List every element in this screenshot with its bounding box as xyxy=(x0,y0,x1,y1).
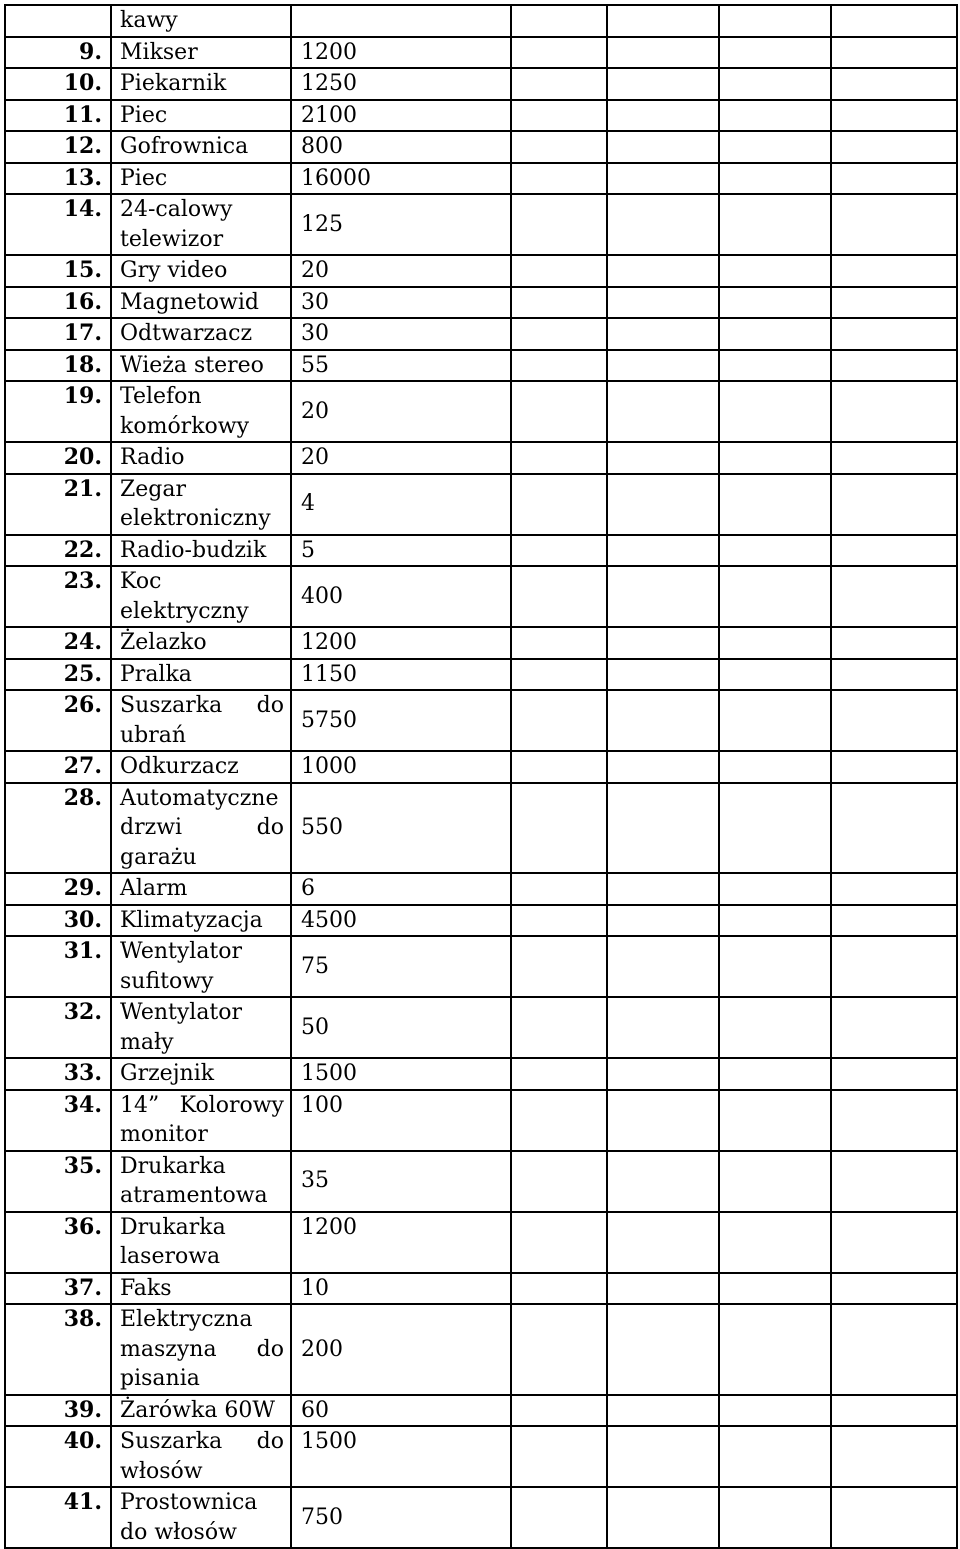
appliance-name: Odtwarzacz xyxy=(111,318,291,350)
empty-cell xyxy=(607,905,719,937)
empty-cell xyxy=(511,1426,607,1487)
power-value: 4 xyxy=(291,474,511,535)
empty-cell xyxy=(719,350,831,382)
empty-cell xyxy=(719,997,831,1058)
empty-cell xyxy=(607,255,719,287)
empty-cell xyxy=(511,100,607,132)
empty-cell xyxy=(719,1212,831,1273)
appliance-name: Piec xyxy=(111,100,291,132)
empty-cell xyxy=(511,350,607,382)
row-number: 35. xyxy=(5,1151,111,1212)
table-row xyxy=(5,627,957,659)
empty-cell xyxy=(831,1212,957,1273)
empty-cell xyxy=(719,659,831,691)
power-value: 60 xyxy=(291,1395,511,1427)
table-row xyxy=(5,905,957,937)
empty-cell xyxy=(607,1304,719,1395)
empty-cell xyxy=(511,690,607,751)
row-number: 14. xyxy=(5,194,111,255)
row-number: 27. xyxy=(5,751,111,783)
appliance-name: Piec xyxy=(111,163,291,195)
table-row xyxy=(5,1395,957,1427)
empty-cell xyxy=(511,659,607,691)
power-value: 2100 xyxy=(291,100,511,132)
appliance-name: Gofrownica xyxy=(111,131,291,163)
empty-cell xyxy=(511,936,607,997)
power-value: 5750 xyxy=(291,690,511,751)
appliance-name: Wieża stereo xyxy=(111,350,291,382)
empty-cell xyxy=(831,5,957,37)
table-row xyxy=(5,255,957,287)
table-row xyxy=(5,194,957,255)
appliance-name: 14” Kolorowy monitor xyxy=(111,1090,291,1151)
empty-cell xyxy=(719,783,831,874)
empty-cell xyxy=(831,627,957,659)
row-number: 13. xyxy=(5,163,111,195)
row-number: 31. xyxy=(5,936,111,997)
table-row xyxy=(5,873,957,905)
empty-cell xyxy=(607,442,719,474)
appliance-name: Suszarka do włosów xyxy=(111,1426,291,1487)
table-row xyxy=(5,474,957,535)
row-number: 15. xyxy=(5,255,111,287)
empty-cell xyxy=(831,131,957,163)
appliance-name: Magnetowid xyxy=(111,287,291,319)
empty-cell xyxy=(511,905,607,937)
row-number: 18. xyxy=(5,350,111,382)
power-value: 6 xyxy=(291,873,511,905)
empty-cell xyxy=(719,474,831,535)
empty-cell xyxy=(831,659,957,691)
row-number: 25. xyxy=(5,659,111,691)
empty-cell xyxy=(511,318,607,350)
empty-cell xyxy=(511,873,607,905)
table-row xyxy=(5,1426,957,1487)
table-row xyxy=(5,997,957,1058)
row-number: 29. xyxy=(5,873,111,905)
appliance-name: Drukarka laserowa xyxy=(111,1212,291,1273)
empty-cell xyxy=(607,659,719,691)
appliance-name: Wentylator mały xyxy=(111,997,291,1058)
appliance-name: Alarm xyxy=(111,873,291,905)
table-row xyxy=(5,1487,957,1548)
empty-cell xyxy=(607,1426,719,1487)
empty-cell xyxy=(511,783,607,874)
empty-cell xyxy=(607,751,719,783)
empty-cell xyxy=(719,194,831,255)
empty-cell xyxy=(607,5,719,37)
empty-cell xyxy=(831,905,957,937)
appliance-name: Gry video xyxy=(111,255,291,287)
row-number: 10. xyxy=(5,68,111,100)
empty-cell xyxy=(719,381,831,442)
empty-cell xyxy=(719,1273,831,1305)
empty-cell xyxy=(719,100,831,132)
power-value: 750 xyxy=(291,1487,511,1548)
empty-cell xyxy=(607,287,719,319)
table-row xyxy=(5,131,957,163)
row-number: 20. xyxy=(5,442,111,474)
empty-cell xyxy=(831,1487,957,1548)
empty-cell xyxy=(831,37,957,69)
empty-cell xyxy=(831,442,957,474)
power-value: 550 xyxy=(291,783,511,874)
empty-cell xyxy=(607,194,719,255)
empty-cell xyxy=(831,873,957,905)
empty-cell xyxy=(719,905,831,937)
empty-cell xyxy=(719,1304,831,1395)
empty-cell xyxy=(511,1151,607,1212)
power-value: 1200 xyxy=(291,1212,511,1273)
empty-cell xyxy=(511,474,607,535)
empty-cell xyxy=(831,100,957,132)
empty-cell xyxy=(607,1273,719,1305)
empty-cell xyxy=(511,535,607,567)
row-number: 26. xyxy=(5,690,111,751)
empty-cell xyxy=(719,1487,831,1548)
empty-cell xyxy=(511,194,607,255)
appliance-name: Faks xyxy=(111,1273,291,1305)
empty-cell xyxy=(831,1426,957,1487)
empty-cell xyxy=(719,255,831,287)
empty-cell xyxy=(831,1273,957,1305)
power-value: 400 xyxy=(291,566,511,627)
empty-cell xyxy=(607,535,719,567)
empty-cell xyxy=(607,627,719,659)
power-value: 1500 xyxy=(291,1426,511,1487)
empty-cell xyxy=(511,5,607,37)
empty-cell xyxy=(831,1304,957,1395)
empty-cell xyxy=(719,1090,831,1151)
empty-cell xyxy=(719,318,831,350)
appliance-name: Radio xyxy=(111,442,291,474)
power-value: 1200 xyxy=(291,627,511,659)
row-number: 9. xyxy=(5,37,111,69)
empty-cell xyxy=(719,751,831,783)
row-number: 30. xyxy=(5,905,111,937)
table-row xyxy=(5,350,957,382)
table-row xyxy=(5,751,957,783)
empty-cell xyxy=(719,690,831,751)
empty-cell xyxy=(831,1090,957,1151)
table-row xyxy=(5,1273,957,1305)
row-number: 36. xyxy=(5,1212,111,1273)
empty-cell xyxy=(511,1487,607,1548)
empty-cell xyxy=(607,997,719,1058)
power-value: 10 xyxy=(291,1273,511,1305)
empty-cell xyxy=(511,1273,607,1305)
empty-cell xyxy=(831,194,957,255)
appliance-name: Piekarnik xyxy=(111,68,291,100)
table-row xyxy=(5,659,957,691)
power-value: 55 xyxy=(291,350,511,382)
power-value: 16000 xyxy=(291,163,511,195)
table-row xyxy=(5,936,957,997)
empty-cell xyxy=(831,535,957,567)
empty-cell xyxy=(607,131,719,163)
empty-cell xyxy=(607,1212,719,1273)
empty-cell xyxy=(607,873,719,905)
power-value: 30 xyxy=(291,287,511,319)
appliance-name: Klimatyzacja xyxy=(111,905,291,937)
empty-cell xyxy=(831,751,957,783)
empty-cell xyxy=(831,783,957,874)
table-body xyxy=(5,5,957,1548)
table-row xyxy=(5,535,957,567)
row-number: 41. xyxy=(5,1487,111,1548)
appliance-name: Żelazko xyxy=(111,627,291,659)
appliance-name: Drukarka atramentowa xyxy=(111,1151,291,1212)
empty-cell xyxy=(607,68,719,100)
power-value: 50 xyxy=(291,997,511,1058)
table-row xyxy=(5,5,957,37)
empty-cell xyxy=(511,751,607,783)
table-row xyxy=(5,37,957,69)
table-row xyxy=(5,1151,957,1212)
empty-cell xyxy=(607,381,719,442)
empty-cell xyxy=(511,255,607,287)
empty-cell xyxy=(511,1304,607,1395)
table-row xyxy=(5,566,957,627)
power-value: 35 xyxy=(291,1151,511,1212)
empty-cell xyxy=(607,1395,719,1427)
row-number: 34. xyxy=(5,1090,111,1151)
appliance-name: Elektryczna maszyna do pisania xyxy=(111,1304,291,1395)
appliance-name: Żarówka 60W xyxy=(111,1395,291,1427)
row-number xyxy=(5,5,111,37)
row-number: 33. xyxy=(5,1058,111,1090)
empty-cell xyxy=(719,627,831,659)
appliance-name: Prostownica do włosów xyxy=(111,1487,291,1548)
empty-cell xyxy=(719,1426,831,1487)
empty-cell xyxy=(607,318,719,350)
row-number: 39. xyxy=(5,1395,111,1427)
empty-cell xyxy=(511,1212,607,1273)
row-number: 11. xyxy=(5,100,111,132)
empty-cell xyxy=(511,1090,607,1151)
empty-cell xyxy=(719,873,831,905)
appliance-name: Odkurzacz xyxy=(111,751,291,783)
empty-cell xyxy=(719,1395,831,1427)
power-value: 75 xyxy=(291,936,511,997)
empty-cell xyxy=(511,627,607,659)
table-row xyxy=(5,442,957,474)
empty-cell xyxy=(831,936,957,997)
empty-cell xyxy=(831,474,957,535)
empty-cell xyxy=(719,535,831,567)
empty-cell xyxy=(607,100,719,132)
empty-cell xyxy=(511,997,607,1058)
appliance-power-table xyxy=(4,4,958,1549)
table-row xyxy=(5,690,957,751)
row-number: 22. xyxy=(5,535,111,567)
appliance-name: Grzejnik xyxy=(111,1058,291,1090)
empty-cell xyxy=(831,997,957,1058)
empty-cell xyxy=(719,442,831,474)
appliance-name: Koc elektryczny xyxy=(111,566,291,627)
row-number: 28. xyxy=(5,783,111,874)
empty-cell xyxy=(511,1058,607,1090)
empty-cell xyxy=(511,131,607,163)
power-value: 1500 xyxy=(291,1058,511,1090)
table-row xyxy=(5,163,957,195)
empty-cell xyxy=(719,37,831,69)
empty-cell xyxy=(607,1151,719,1212)
power-value: 125 xyxy=(291,194,511,255)
empty-cell xyxy=(831,68,957,100)
power-value: 20 xyxy=(291,442,511,474)
row-number: 40. xyxy=(5,1426,111,1487)
empty-cell xyxy=(511,163,607,195)
power-value: 1250 xyxy=(291,68,511,100)
power-value xyxy=(291,5,511,37)
power-value: 20 xyxy=(291,255,511,287)
appliance-name: Zegar elektroniczny xyxy=(111,474,291,535)
row-number: 37. xyxy=(5,1273,111,1305)
table-row xyxy=(5,287,957,319)
appliance-name: Wentylator sufitowy xyxy=(111,936,291,997)
appliance-name: Automatyczne drzwi do garażu xyxy=(111,783,291,874)
empty-cell xyxy=(831,1395,957,1427)
empty-cell xyxy=(511,1395,607,1427)
empty-cell xyxy=(511,442,607,474)
empty-cell xyxy=(719,131,831,163)
row-number: 24. xyxy=(5,627,111,659)
table-row xyxy=(5,1058,957,1090)
appliance-name: kawy xyxy=(111,5,291,37)
empty-cell xyxy=(831,566,957,627)
empty-cell xyxy=(831,350,957,382)
empty-cell xyxy=(719,1151,831,1212)
row-number: 23. xyxy=(5,566,111,627)
empty-cell xyxy=(607,936,719,997)
empty-cell xyxy=(511,566,607,627)
appliance-name: Suszarka do ubrań xyxy=(111,690,291,751)
row-number: 17. xyxy=(5,318,111,350)
empty-cell xyxy=(719,68,831,100)
power-value: 30 xyxy=(291,318,511,350)
power-value: 5 xyxy=(291,535,511,567)
empty-cell xyxy=(607,350,719,382)
power-value: 20 xyxy=(291,381,511,442)
appliance-name: 24-calowy telewizor xyxy=(111,194,291,255)
empty-cell xyxy=(831,318,957,350)
empty-cell xyxy=(511,37,607,69)
table-row xyxy=(5,783,957,874)
empty-cell xyxy=(511,381,607,442)
power-value: 4500 xyxy=(291,905,511,937)
empty-cell xyxy=(607,163,719,195)
empty-cell xyxy=(607,690,719,751)
table-row xyxy=(5,1304,957,1395)
power-value: 100 xyxy=(291,1090,511,1151)
empty-cell xyxy=(719,1058,831,1090)
empty-cell xyxy=(831,255,957,287)
empty-cell xyxy=(511,68,607,100)
empty-cell xyxy=(831,287,957,319)
empty-cell xyxy=(511,287,607,319)
empty-cell xyxy=(719,163,831,195)
empty-cell xyxy=(719,5,831,37)
power-value: 200 xyxy=(291,1304,511,1395)
appliance-name: Telefon komórkowy xyxy=(111,381,291,442)
empty-cell xyxy=(831,1151,957,1212)
table-row xyxy=(5,100,957,132)
appliance-name: Pralka xyxy=(111,659,291,691)
empty-cell xyxy=(831,163,957,195)
row-number: 32. xyxy=(5,997,111,1058)
empty-cell xyxy=(831,690,957,751)
empty-cell xyxy=(831,1058,957,1090)
empty-cell xyxy=(831,381,957,442)
empty-cell xyxy=(719,566,831,627)
row-number: 12. xyxy=(5,131,111,163)
row-number: 38. xyxy=(5,1304,111,1395)
empty-cell xyxy=(607,1058,719,1090)
empty-cell xyxy=(607,37,719,69)
empty-cell xyxy=(719,936,831,997)
row-number: 19. xyxy=(5,381,111,442)
power-value: 1000 xyxy=(291,751,511,783)
empty-cell xyxy=(607,566,719,627)
appliance-name: Radio-budzik xyxy=(111,535,291,567)
empty-cell xyxy=(719,287,831,319)
table-row xyxy=(5,381,957,442)
empty-cell xyxy=(607,1487,719,1548)
table-row xyxy=(5,1212,957,1273)
power-value: 1150 xyxy=(291,659,511,691)
table-row xyxy=(5,68,957,100)
table-row xyxy=(5,1090,957,1151)
empty-cell xyxy=(607,783,719,874)
empty-cell xyxy=(607,1090,719,1151)
row-number: 21. xyxy=(5,474,111,535)
table-row xyxy=(5,318,957,350)
power-value: 800 xyxy=(291,131,511,163)
power-value: 1200 xyxy=(291,37,511,69)
appliance-name: Mikser xyxy=(111,37,291,69)
row-number: 16. xyxy=(5,287,111,319)
empty-cell xyxy=(607,474,719,535)
